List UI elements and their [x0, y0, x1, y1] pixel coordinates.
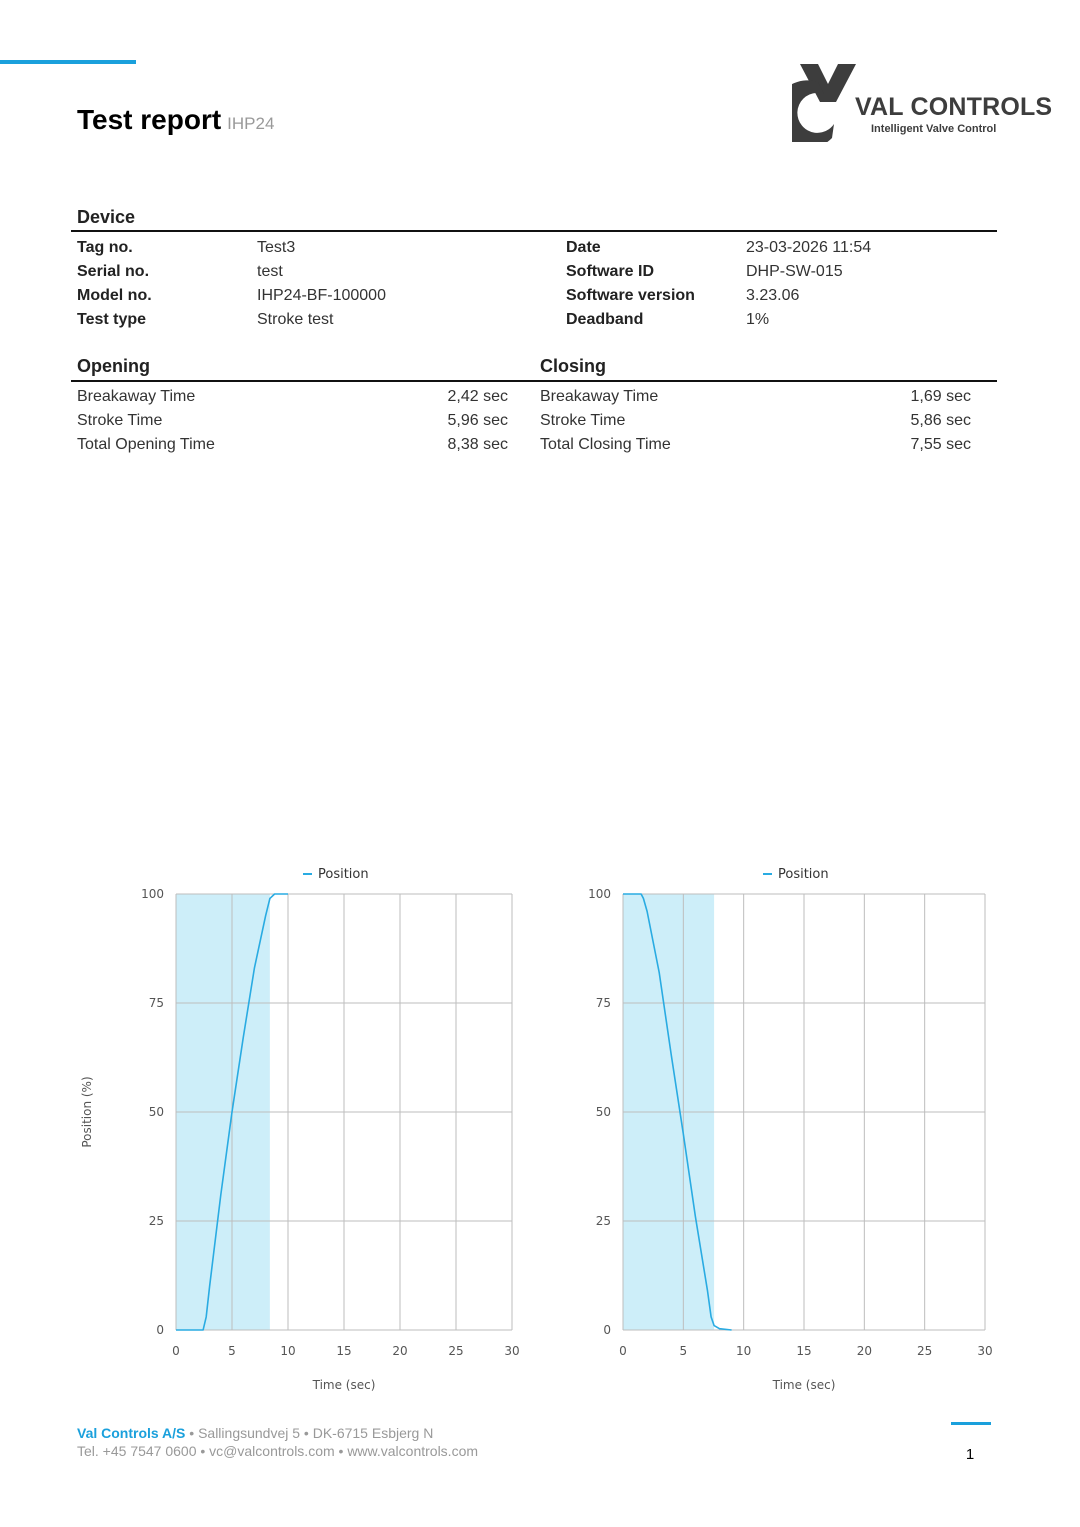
y-tick-label: 100: [588, 887, 611, 901]
software-id-value: DHP-SW-015: [746, 263, 843, 280]
model-subtitle: IHP24: [227, 114, 275, 133]
x-tick-label: 25: [448, 1344, 464, 1358]
x-tick-label: 15: [796, 1344, 812, 1358]
serial-no-value: test: [257, 263, 283, 280]
deadband-value: 1%: [746, 311, 770, 328]
closing-position-chart: [545, 855, 1005, 1405]
x-axis-label: Time (sec): [772, 1378, 836, 1392]
timing-rule: [71, 380, 997, 382]
closing-total-label: Total Closing Time: [540, 436, 671, 453]
y-tick-label: 25: [595, 1214, 611, 1228]
logo-wordmark: VAL CONTROLS: [855, 93, 1053, 121]
footer-company: Val Controls A/S: [77, 1425, 186, 1441]
closing-breakaway-value: 1,69 sec: [910, 388, 971, 405]
accent-bar: [0, 60, 136, 64]
footer-contact: Tel. +45 7547 0600 • vc@valcontrols.com • www.valcontrols.com: [77, 1443, 479, 1459]
y-tick-label: 50: [595, 1105, 611, 1119]
x-tick-label: 20: [392, 1344, 408, 1358]
footer-address-line: [77, 1425, 433, 1441]
opening-position-chart: [70, 855, 530, 1405]
x-tick-label: 0: [172, 1344, 180, 1358]
x-tick-label: 25: [917, 1344, 933, 1358]
y-tick-label: 75: [595, 996, 611, 1010]
date-value: 23-03-2026 11:54: [746, 239, 872, 256]
software-id-label: Software ID: [566, 263, 655, 280]
logo-tagline: Intelligent Valve Control: [871, 123, 997, 135]
model-no-value: IHP24-BF-100000: [257, 287, 386, 304]
y-tick-label: 50: [148, 1105, 164, 1119]
serial-no-label: Serial no.: [77, 263, 150, 280]
x-tick-label: 30: [504, 1344, 520, 1358]
opening-stroke-label: Stroke Time: [77, 412, 163, 429]
device-heading: Device: [77, 207, 136, 227]
x-tick-label: 20: [856, 1344, 872, 1358]
page-number: 1: [965, 1446, 975, 1463]
test-type-value: Stroke test: [257, 311, 334, 328]
closing-stroke-label: Stroke Time: [540, 412, 626, 429]
software-version-label: Software version: [566, 287, 695, 304]
y-tick-label: 100: [141, 887, 164, 901]
date-label: Date: [566, 239, 601, 256]
closing-heading: Closing: [540, 356, 606, 376]
y-tick-label: 0: [156, 1323, 164, 1337]
opening-total-value: 8,38 sec: [447, 436, 508, 453]
opening-total-label: Total Opening Time: [77, 436, 215, 453]
tag-no-label: Tag no.: [77, 239, 133, 256]
title-text: Test report: [77, 104, 222, 135]
x-axis-label: Time (sec): [312, 1378, 376, 1392]
y-tick-label: 25: [148, 1214, 164, 1228]
test-type-label: Test type: [77, 311, 147, 328]
software-version-value: 3.23.06: [746, 287, 800, 304]
footer-address: • Sallingsundvej 5 • DK-6715 Esbjerg N: [185, 1425, 434, 1441]
page-accent-bar: [951, 1422, 991, 1425]
closing-stroke-value: 5,86 sec: [910, 412, 971, 429]
x-tick-label: 10: [280, 1344, 296, 1358]
y-tick-label: 0: [603, 1323, 611, 1337]
x-tick-label: 5: [679, 1344, 688, 1358]
model-no-label: Model no.: [77, 287, 152, 304]
opening-breakaway-value: 2,42 sec: [447, 388, 508, 405]
y-axis-label: Position (%): [80, 1076, 94, 1148]
y-tick-label: 75: [148, 996, 164, 1010]
x-tick-label: 30: [977, 1344, 993, 1358]
device-rule: [71, 230, 997, 232]
page-title: [77, 104, 274, 136]
legend-label: Position: [318, 867, 369, 882]
opening-stroke-value: 5,96 sec: [447, 412, 508, 429]
x-tick-label: 15: [336, 1344, 352, 1358]
closing-breakaway-label: Breakaway Time: [540, 388, 659, 405]
x-tick-label: 0: [619, 1344, 627, 1358]
x-tick-label: 10: [736, 1344, 752, 1358]
closing-total-value: 7,55 sec: [910, 436, 971, 453]
opening-heading: Opening: [77, 356, 150, 376]
x-tick-label: 5: [228, 1344, 236, 1358]
opening-breakaway-label: Breakaway Time: [77, 388, 196, 405]
deadband-label: Deadband: [566, 311, 644, 328]
legend-label: Position: [778, 867, 829, 882]
tag-no-value: Test3: [257, 239, 296, 256]
